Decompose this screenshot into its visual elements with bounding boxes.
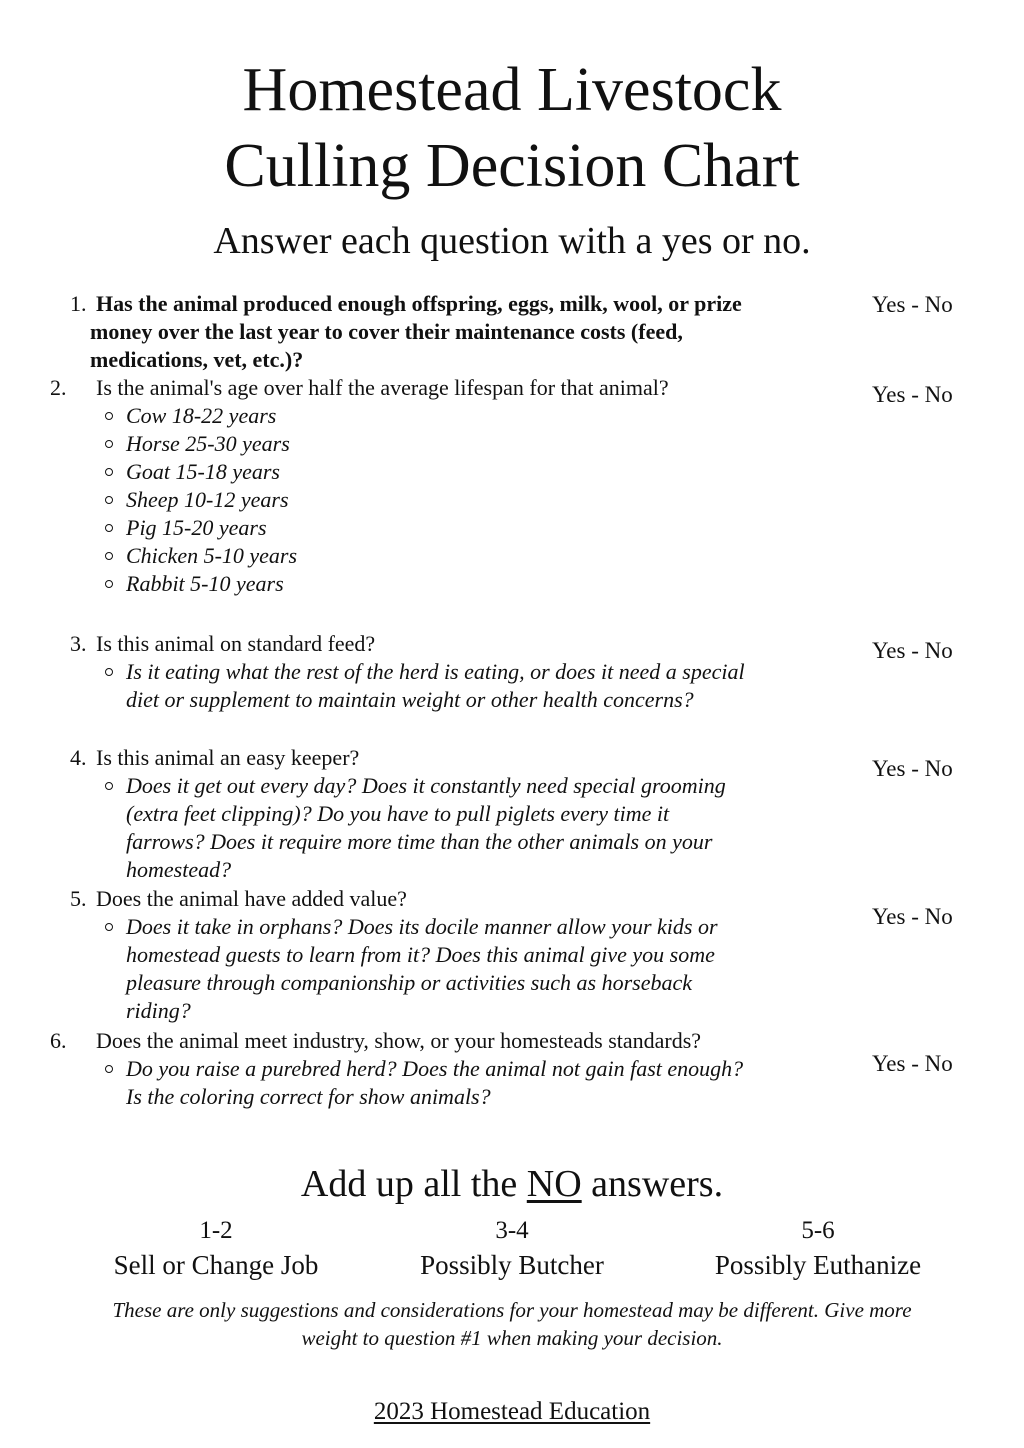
instructions: Answer each question with a yes or no. [213, 220, 811, 262]
answer-yes-no-3[interactable]: Yes - No [872, 638, 953, 663]
disclaimer-note: These are only suggestions and considerations for your homestead may be different. Give more weight to question #1 when making your decision. [112, 1298, 912, 1350]
question-text: Is the animal's age over half the average lifespan for that animal? [96, 375, 669, 400]
question-number: 2. [50, 375, 67, 400]
question-number: 5. [70, 886, 87, 911]
score-band-1 [66, 1215, 366, 1283]
question-2 [50, 374, 750, 598]
tally-suffix: answers. [581, 1163, 724, 1205]
score-action: Sell or Change Job [113, 1250, 319, 1280]
list-item: Sheep 10-12 years [104, 486, 750, 514]
question-text: Has the animal produced enough offspring, eggs, milk, wool, or prize money over the last year to cover their maintenance costs (feed, medications, vet, etc.)? [90, 291, 742, 372]
list-item: Pig 15-20 years [104, 514, 750, 542]
footer [0, 1396, 1024, 1428]
list-item: Is it eating what the rest of the herd is eating, or does it need a special diet or supplement to maintain weight or other health concerns? [104, 658, 750, 714]
footer-credit[interactable]: 2023 Homestead Education [373, 1398, 651, 1425]
question-number: 6. [50, 1028, 67, 1053]
answer-yes-no-6[interactable]: Yes - No [872, 1051, 953, 1076]
answer-yes-no-2[interactable]: Yes - No [872, 382, 953, 407]
answer-yes-no-4[interactable]: Yes - No [872, 756, 953, 781]
question-1 [70, 290, 750, 374]
tally-instruction [0, 1160, 1024, 1208]
list-item: Do you raise a purebred herd? Does the animal not gain fast enough? Is the coloring correct for show animals? [104, 1055, 750, 1111]
question-details [70, 658, 750, 714]
question-details [70, 913, 750, 1025]
answer-yes-no-1[interactable]: Yes - No [872, 292, 953, 317]
answer-yes-no-5[interactable]: Yes - No [872, 904, 953, 929]
score-band-3 [668, 1215, 968, 1283]
list-item: Does it get out every day? Does it constantly need special grooming (extra feet clipping)? Do you have to pull piglets every time it farrows? Does it require more time than the other animals on your homestead? [104, 772, 750, 884]
question-details [70, 1055, 750, 1111]
tally-prefix: Add up all the [300, 1163, 527, 1205]
question-number: 3. [70, 631, 87, 656]
list-item: Rabbit 5-10 years [104, 570, 750, 598]
list-item: Horse 25-30 years [104, 430, 750, 458]
question-details [70, 772, 750, 884]
score-range: 5-6 [801, 1217, 835, 1244]
score-action: Possibly Butcher [420, 1250, 604, 1280]
question-number: 4. [70, 745, 87, 770]
question-3 [70, 630, 750, 714]
score-range: 3-4 [495, 1217, 529, 1244]
title-line-1: Homestead Livestock [242, 56, 782, 124]
question-6 [50, 1027, 750, 1111]
title-line-2: Culling Decision Chart [224, 132, 800, 200]
tally-emphasis: NO [526, 1163, 582, 1205]
score-action: Possibly Euthanize [714, 1250, 922, 1280]
lifespan-list [70, 402, 750, 598]
question-text: Does the animal meet industry, show, or your homesteads standards? [96, 1028, 702, 1053]
question-5 [70, 885, 750, 1025]
list-item: Cow 18-22 years [104, 402, 750, 430]
question-text: Does the animal have added value? [96, 886, 407, 911]
score-band-2 [362, 1215, 662, 1283]
score-range: 1-2 [199, 1217, 233, 1244]
list-item: Chicken 5-10 years [104, 542, 750, 570]
list-item: Does it take in orphans? Does its docile manner allow your kids or homestead guests to learn from it? Does this animal give you some pleasure through companionship or activities such as horseback riding? [104, 913, 750, 1025]
question-text: Is this animal on standard feed? [96, 631, 376, 656]
question-number: 1. [70, 291, 87, 316]
list-item: Goat 15-18 years [104, 458, 750, 486]
question-4 [70, 744, 750, 884]
page-title [0, 52, 1024, 204]
question-text: Is this animal an easy keeper? [96, 745, 360, 770]
